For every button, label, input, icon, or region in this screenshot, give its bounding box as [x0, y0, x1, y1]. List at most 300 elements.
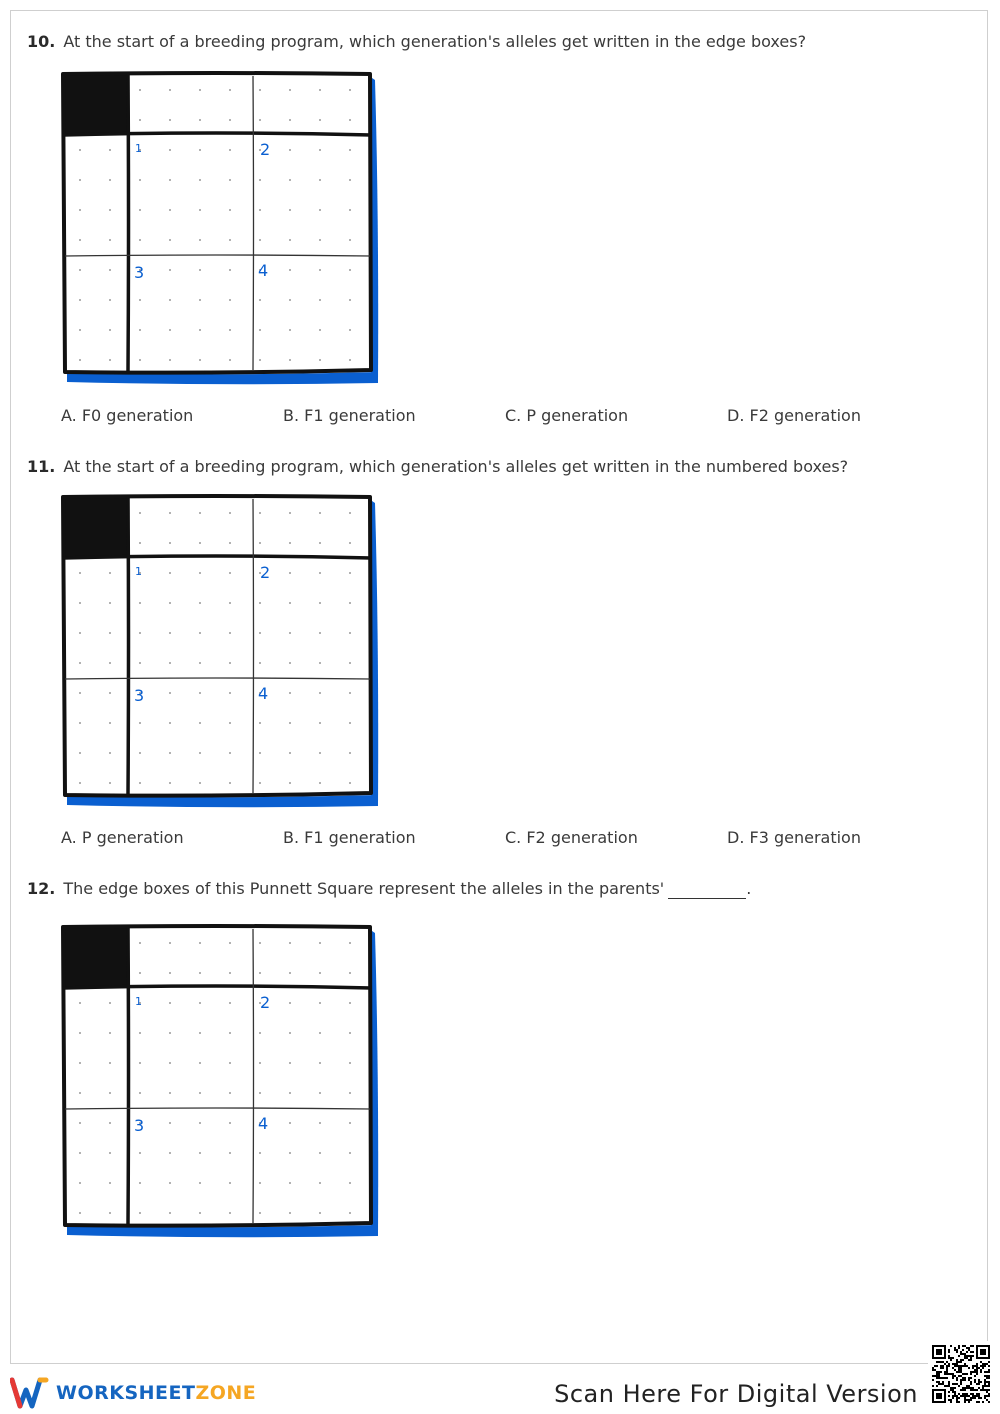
qr-module — [952, 1389, 954, 1391]
cell-number-4: 4 — [258, 1114, 269, 1133]
qr-module — [964, 1377, 966, 1379]
qr-module — [972, 1365, 974, 1367]
qr-module — [968, 1347, 970, 1349]
qr-module — [988, 1381, 990, 1383]
qr-module — [986, 1395, 988, 1397]
qr-module — [954, 1393, 956, 1395]
qr-module — [940, 1371, 942, 1373]
corner-box — [62, 496, 130, 559]
qr-module — [958, 1385, 960, 1387]
qr-module — [972, 1351, 974, 1353]
qr-module — [948, 1373, 950, 1375]
option-d[interactable]: D. F2 generation — [727, 406, 861, 425]
qr-module — [958, 1347, 960, 1349]
qr-module — [936, 1377, 938, 1379]
qr-finder-core — [980, 1349, 986, 1355]
qr-module — [948, 1357, 950, 1359]
qr-module — [940, 1377, 942, 1379]
qr-module — [968, 1355, 970, 1357]
qr-module — [958, 1371, 960, 1373]
question-suffix: . — [746, 879, 752, 898]
qr-module — [960, 1361, 962, 1363]
qr-module — [966, 1385, 968, 1387]
qr-module — [958, 1397, 960, 1399]
qr-module — [956, 1371, 958, 1373]
qr-module — [946, 1361, 948, 1363]
cell-number-1: 1 — [135, 995, 142, 1008]
qr-module — [976, 1395, 978, 1397]
qr-module — [948, 1395, 950, 1397]
qr-module — [936, 1381, 938, 1383]
qr-module — [988, 1361, 990, 1363]
qr-module — [940, 1361, 942, 1363]
scan-instruction: Scan Here For Digital Version — [554, 1380, 918, 1408]
qr-module — [962, 1377, 964, 1379]
qr-module — [978, 1401, 980, 1403]
qr-module — [962, 1379, 964, 1381]
qr-module — [936, 1361, 938, 1363]
qr-module — [964, 1353, 966, 1355]
qr-module — [952, 1391, 954, 1393]
qr-module — [968, 1395, 970, 1397]
question-11 — [27, 457, 848, 477]
qr-finder-core — [936, 1349, 942, 1355]
qr-module — [988, 1389, 990, 1391]
qr-module — [978, 1367, 980, 1369]
question-number: 11. — [27, 457, 56, 476]
qr-module — [988, 1371, 990, 1373]
header-divider — [63, 556, 371, 558]
qr-module — [972, 1393, 974, 1395]
middle-vertical-line — [253, 499, 254, 793]
qr-module — [942, 1381, 944, 1383]
qr-module — [940, 1365, 942, 1367]
qr-module — [938, 1361, 940, 1363]
qr-module — [970, 1389, 972, 1391]
qr-module — [960, 1359, 962, 1361]
qr-module — [976, 1367, 978, 1369]
qr-module — [964, 1379, 966, 1381]
qr-module — [962, 1359, 964, 1361]
answer-blank[interactable] — [668, 882, 746, 899]
qr-module — [964, 1397, 966, 1399]
qr-module — [956, 1365, 958, 1367]
qr-module — [950, 1399, 952, 1401]
qr-module — [980, 1365, 982, 1367]
logo-w-icon — [10, 1376, 50, 1410]
qr-module — [964, 1393, 966, 1395]
qr-module — [950, 1359, 952, 1361]
qr-module — [962, 1393, 964, 1395]
cell-number-1: 1 — [135, 565, 142, 578]
qr-module — [938, 1375, 940, 1377]
qr-module — [958, 1365, 960, 1367]
qr-module — [932, 1385, 934, 1387]
middle-horizontal-line — [65, 255, 370, 256]
question-number: 12. — [27, 879, 56, 898]
qr-module — [940, 1367, 942, 1369]
qr-module — [952, 1377, 954, 1379]
qr-module — [968, 1367, 970, 1369]
qr-module — [954, 1375, 956, 1377]
qr-module — [986, 1391, 988, 1393]
option-a[interactable]: A. P generation — [61, 828, 184, 847]
qr-module — [984, 1395, 986, 1397]
cell-number-3: 3 — [134, 263, 145, 282]
brand-text-zone: ZONE — [195, 1382, 257, 1404]
qr-module — [956, 1349, 958, 1351]
qr-module — [970, 1397, 972, 1399]
qr-module — [960, 1395, 962, 1397]
middle-vertical-line — [253, 76, 254, 370]
qr-module — [936, 1385, 938, 1387]
qr-module — [950, 1373, 952, 1375]
qr-module — [984, 1365, 986, 1367]
qr-module — [938, 1371, 940, 1373]
punnett-square — [55, 60, 395, 390]
qr-module — [976, 1371, 978, 1373]
qr-module — [970, 1377, 972, 1379]
qr-module — [962, 1389, 964, 1391]
qr-module — [966, 1351, 968, 1353]
cell-number-3: 3 — [134, 686, 145, 705]
qr-module — [988, 1375, 990, 1377]
qr-module — [986, 1363, 988, 1365]
qr-module — [950, 1401, 952, 1403]
qr-module — [960, 1367, 962, 1369]
qr-module — [966, 1355, 968, 1357]
qr-module — [980, 1369, 982, 1371]
question-prompt: At the start of a breeding program, which generation's alleles get written in the edge boxes? — [63, 32, 807, 51]
qr-module — [944, 1385, 946, 1387]
qr-module — [978, 1387, 980, 1389]
qr-module — [966, 1347, 968, 1349]
qr-module — [978, 1383, 980, 1385]
option-b[interactable]: B. F1 generation — [283, 406, 416, 425]
qr-module — [984, 1363, 986, 1365]
qr-module — [956, 1359, 958, 1361]
qr-module — [958, 1367, 960, 1369]
qr-module — [948, 1355, 950, 1357]
qr-module — [968, 1349, 970, 1351]
qr-module — [956, 1379, 958, 1381]
qr-module — [958, 1393, 960, 1395]
qr-module — [978, 1397, 980, 1399]
qr-module — [962, 1373, 964, 1375]
qr-module — [962, 1365, 964, 1367]
qr-module — [966, 1373, 968, 1375]
cell-number-4: 4 — [258, 261, 269, 280]
corner-box — [62, 73, 130, 136]
qr-module — [956, 1401, 958, 1403]
qr-module — [936, 1365, 938, 1367]
qr-module — [938, 1377, 940, 1379]
qr-module — [962, 1387, 964, 1389]
qr-module — [938, 1383, 940, 1385]
side-divider — [128, 74, 129, 371]
qr-module — [968, 1385, 970, 1387]
qr-module — [960, 1351, 962, 1353]
qr-module — [960, 1389, 962, 1391]
qr-module — [952, 1387, 954, 1389]
qr-module — [940, 1383, 942, 1385]
qr-module — [970, 1381, 972, 1383]
qr-module — [956, 1363, 958, 1365]
qr-module — [976, 1363, 978, 1365]
option-a[interactable]: A. F0 generation — [61, 406, 194, 425]
qr-module — [982, 1365, 984, 1367]
qr-module — [986, 1399, 988, 1401]
qr-module — [988, 1365, 990, 1367]
qr-module — [974, 1371, 976, 1373]
qr-module — [982, 1385, 984, 1387]
qr-module — [960, 1381, 962, 1383]
qr-module — [988, 1393, 990, 1395]
qr-module — [986, 1381, 988, 1383]
qr-module — [972, 1355, 974, 1357]
option-c[interactable]: C. P generation — [505, 406, 629, 425]
qr-module — [958, 1361, 960, 1363]
qr-module — [954, 1369, 956, 1371]
qr-module — [958, 1375, 960, 1377]
qr-module — [974, 1381, 976, 1383]
qr-module — [956, 1377, 958, 1379]
qr-module — [946, 1367, 948, 1369]
qr-module — [980, 1361, 982, 1363]
qr-module — [988, 1401, 990, 1403]
qr-module — [984, 1383, 986, 1385]
qr-module — [980, 1371, 982, 1373]
qr-module — [946, 1371, 948, 1373]
option-d[interactable]: D. F3 generation — [727, 828, 861, 847]
qr-module — [972, 1345, 974, 1347]
qr-module — [972, 1387, 974, 1389]
qr-module — [980, 1381, 982, 1383]
qr-module — [984, 1381, 986, 1383]
qr-module — [956, 1397, 958, 1399]
qr-module — [966, 1393, 968, 1395]
qr-module — [976, 1383, 978, 1385]
qr-module — [936, 1373, 938, 1375]
option-b[interactable]: B. F1 generation — [283, 828, 416, 847]
qr-module — [986, 1385, 988, 1387]
qr-module — [986, 1377, 988, 1379]
cell-number-2: 2 — [260, 993, 271, 1012]
qr-module — [960, 1353, 962, 1355]
qr-module — [946, 1373, 948, 1375]
qr-module — [950, 1387, 952, 1389]
qr-module — [958, 1355, 960, 1357]
qr-module — [952, 1397, 954, 1399]
qr-module — [976, 1365, 978, 1367]
qr-module — [976, 1369, 978, 1371]
qr-module — [962, 1395, 964, 1397]
qr-module — [964, 1399, 966, 1401]
question-prompt: The edge boxes of this Punnett Square represent the alleles in the parents' — [63, 879, 665, 898]
qr-module — [976, 1401, 978, 1403]
qr-module — [964, 1395, 966, 1397]
qr-module — [986, 1389, 988, 1391]
qr-module — [952, 1383, 954, 1385]
qr-module — [952, 1367, 954, 1369]
qr-module — [960, 1365, 962, 1367]
qr-module — [954, 1365, 956, 1367]
qr-module — [942, 1365, 944, 1367]
qr-module — [988, 1383, 990, 1385]
qr-module — [970, 1351, 972, 1353]
qr-module — [970, 1387, 972, 1389]
qr-module — [960, 1371, 962, 1373]
qr-module — [942, 1367, 944, 1369]
middle-horizontal-line — [65, 678, 370, 679]
qr-module — [938, 1373, 940, 1375]
question-10 — [27, 32, 806, 52]
qr-module — [948, 1351, 950, 1353]
qr-module — [986, 1375, 988, 1377]
qr-module — [956, 1399, 958, 1401]
qr-module — [984, 1379, 986, 1381]
qr-module — [936, 1375, 938, 1377]
question-prompt: At the start of a breeding program, which generation's alleles get written in the numbered boxes? — [63, 457, 849, 476]
qr-module — [972, 1395, 974, 1397]
cell-number-2: 2 — [260, 140, 271, 159]
qr-module — [932, 1369, 934, 1371]
qr-module — [950, 1389, 952, 1391]
qr-module — [980, 1397, 982, 1399]
qr-module — [948, 1399, 950, 1401]
worksheetzone-logo[interactable] — [10, 1376, 256, 1410]
qr-module — [960, 1375, 962, 1377]
qr-module — [934, 1365, 936, 1367]
side-divider — [128, 927, 129, 1224]
qr-module — [964, 1363, 966, 1365]
qr-module — [970, 1373, 972, 1375]
qr-module — [968, 1401, 970, 1403]
qr-module — [960, 1369, 962, 1371]
qr-module — [970, 1393, 972, 1395]
qr-module — [942, 1377, 944, 1379]
qr-module — [970, 1399, 972, 1401]
qr-module — [984, 1397, 986, 1399]
option-c[interactable]: C. F2 generation — [505, 828, 638, 847]
qr-module — [950, 1357, 952, 1359]
punnett-square — [55, 483, 395, 813]
qr-module — [976, 1389, 978, 1391]
qr-module — [952, 1357, 954, 1359]
qr-module — [968, 1387, 970, 1389]
qr-module — [970, 1345, 972, 1347]
answer-options — [61, 406, 951, 428]
cell-number-2: 2 — [260, 563, 271, 582]
qr-module — [954, 1391, 956, 1393]
qr-module — [970, 1383, 972, 1385]
qr-module — [948, 1381, 950, 1383]
qr-module — [964, 1389, 966, 1391]
qr-module — [954, 1347, 956, 1349]
header-divider — [63, 986, 371, 988]
qr-module — [946, 1377, 948, 1379]
qr-module — [984, 1375, 986, 1377]
qr-module — [946, 1365, 948, 1367]
qr-module — [954, 1395, 956, 1397]
qr-module — [954, 1363, 956, 1365]
brand-text-worksheet: WORKSHEET — [56, 1382, 196, 1404]
qr-module — [974, 1389, 976, 1391]
qr-module — [976, 1393, 978, 1395]
qr-module — [956, 1383, 958, 1385]
qr-module — [974, 1365, 976, 1367]
qr-module — [970, 1371, 972, 1373]
qr-module — [964, 1355, 966, 1357]
qr-module — [964, 1357, 966, 1359]
qr-module — [948, 1383, 950, 1385]
answer-options — [61, 828, 951, 850]
qr-module — [978, 1379, 980, 1381]
qr-module — [966, 1395, 968, 1397]
qr-module — [956, 1395, 958, 1397]
qr-module — [978, 1395, 980, 1397]
qr-module — [944, 1371, 946, 1373]
qr-module — [968, 1399, 970, 1401]
qr-module — [978, 1393, 980, 1395]
header-divider — [63, 133, 371, 135]
qr-module — [954, 1349, 956, 1351]
qr-module — [966, 1365, 968, 1367]
qr-module — [966, 1357, 968, 1359]
cell-number-3: 3 — [134, 1116, 145, 1135]
qr-module — [962, 1349, 964, 1351]
qr-module — [950, 1345, 952, 1347]
qr-module — [956, 1351, 958, 1353]
qr-module — [954, 1383, 956, 1385]
qr-module — [958, 1345, 960, 1347]
qr-module — [932, 1379, 934, 1381]
qr-module — [982, 1401, 984, 1403]
side-divider — [128, 497, 129, 794]
qr-module — [978, 1381, 980, 1383]
qr-finder-core — [936, 1393, 942, 1399]
qr-module — [944, 1377, 946, 1379]
qr-module — [944, 1363, 946, 1365]
qr-module — [946, 1385, 948, 1387]
qr-module — [968, 1379, 970, 1381]
qr-module — [952, 1375, 954, 1377]
qr-module — [938, 1381, 940, 1383]
qr-module — [974, 1395, 976, 1397]
qr-module — [970, 1359, 972, 1361]
qr-module — [964, 1373, 966, 1375]
qr-module — [948, 1363, 950, 1365]
qr-module — [964, 1345, 966, 1347]
qr-module — [974, 1379, 976, 1381]
qr-module — [942, 1361, 944, 1363]
qr-module — [948, 1365, 950, 1367]
qr-module — [984, 1389, 986, 1391]
qr-module — [972, 1371, 974, 1373]
qr-module — [988, 1377, 990, 1379]
qr-module — [948, 1391, 950, 1393]
qr-module — [934, 1375, 936, 1377]
qr-module — [952, 1373, 954, 1375]
qr-module — [982, 1363, 984, 1365]
qr-module — [988, 1395, 990, 1397]
qr-module — [968, 1377, 970, 1379]
qr-module — [960, 1379, 962, 1381]
qr-module — [962, 1353, 964, 1355]
qr-module — [970, 1357, 972, 1359]
qr-code-icon[interactable] — [928, 1341, 994, 1407]
qr-module — [942, 1383, 944, 1385]
